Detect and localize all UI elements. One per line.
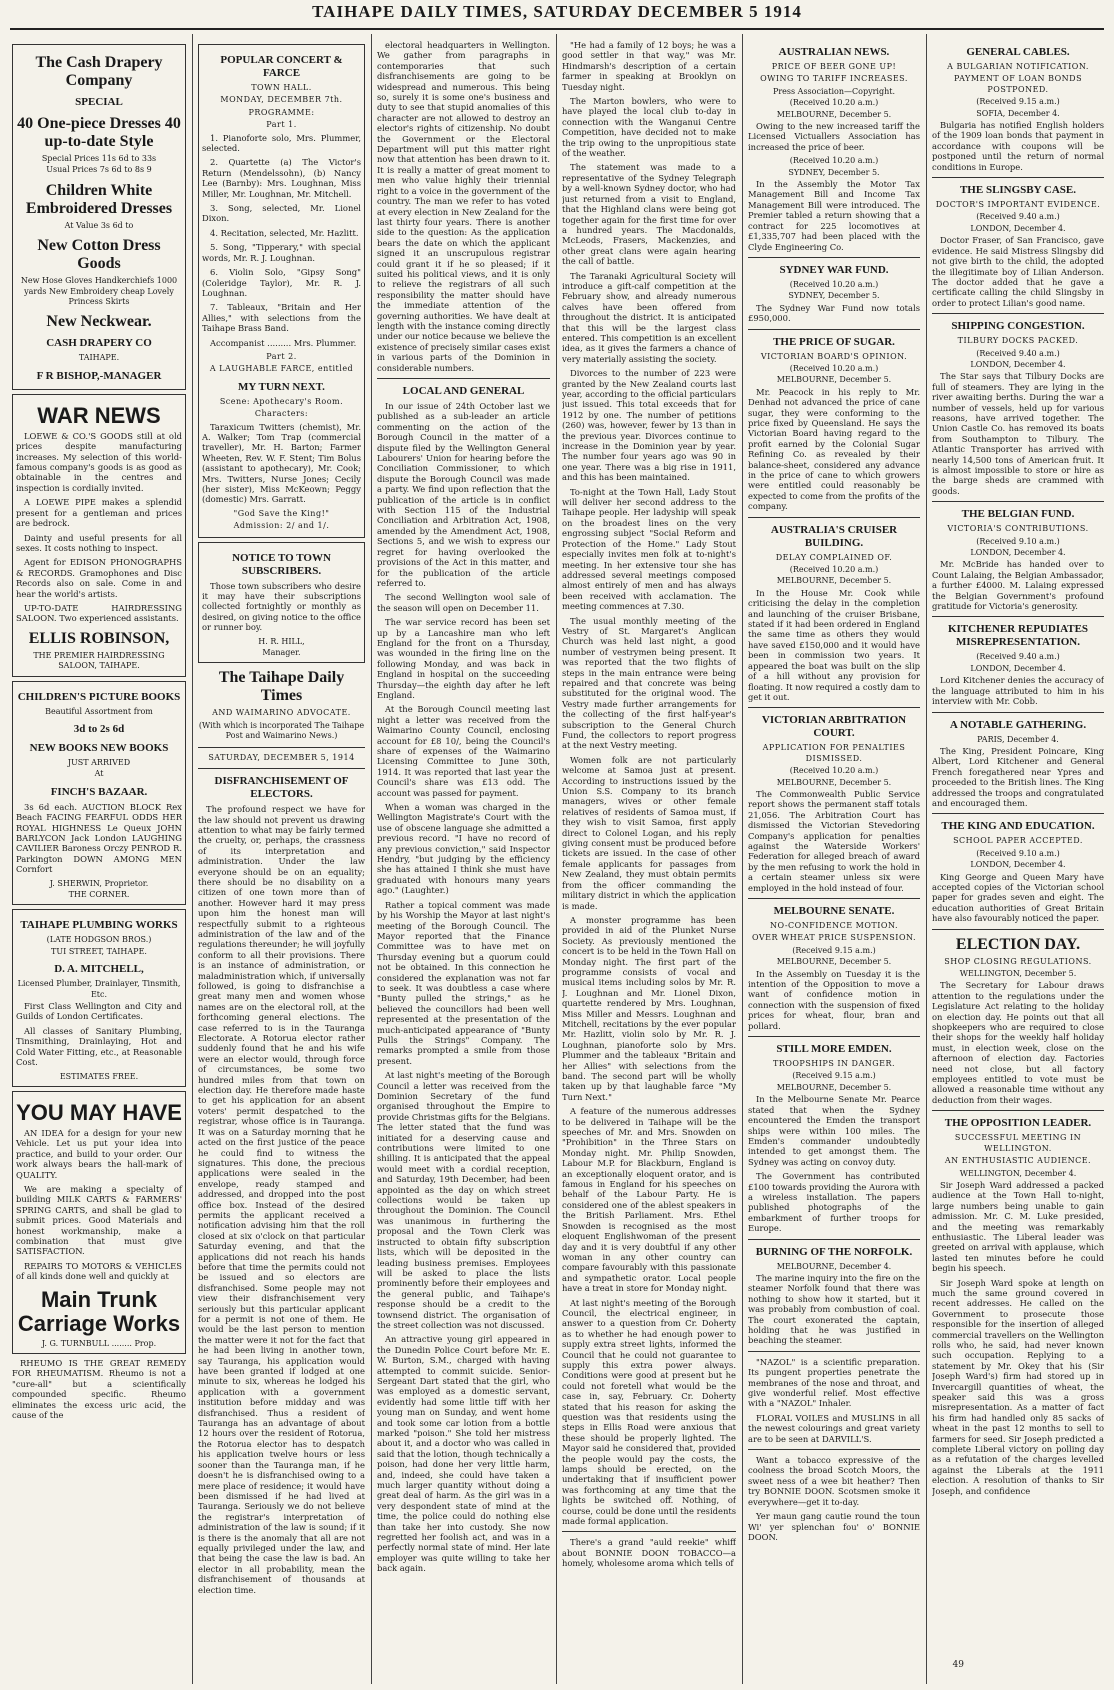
cable-text: Bulgaria has notified English holders of the 1909 loan bonds that payment in accordance with coupons will be postponed until the return of normal conditions in Europe. <box>932 120 1104 172</box>
ad-main-trunk: Main Trunk Carriage Works <box>17 1286 181 1336</box>
concert-part2: Part 2. <box>266 351 297 361</box>
sub-heading: SCHOOL PAPER ACCEPTED. <box>953 836 1083 846</box>
article-paragraph: The Marton bowlers, who were to have played the local club to-day in connection with the Wanganui Centre Competition, have decided not to make the trip owing to the unpropitious state of the weather. <box>562 96 736 159</box>
divider <box>932 616 1104 617</box>
received: (Received 10.20 a.m.) <box>789 363 879 373</box>
ad-paragraph: Yer maun gang cautie round the toun Wi' yer splenchan fou' o' BONNIE DOON. <box>748 1511 920 1542</box>
received: (Received 9.40 a.m.) <box>976 348 1060 358</box>
sub-heading: OWING TO TARIFF INCREASES. <box>760 74 908 84</box>
ad-cotton-dress: New Cotton Dress Goods <box>37 237 161 273</box>
admission: Admission: 2/ and 1/. <box>233 521 330 531</box>
divider <box>748 898 920 899</box>
sub-heading: VICTORIA'S CONTRIBUTIONS. <box>947 524 1089 534</box>
ad-town: TAIHAPE. <box>78 353 120 363</box>
ad-new-books: NEW BOOKS NEW BOOKS <box>29 741 169 754</box>
notice-title: NOTICE TO TOWN SUBSCRIBERS. <box>232 551 331 577</box>
paper-subtitle: AND WAIMARINO ADVOCATE. <box>212 708 351 718</box>
sub-heading: DELAY COMPLAINED OF. <box>775 552 893 562</box>
dateline: MELBOURNE, December 5. <box>776 375 892 385</box>
article-paragraph: The statement was made to a representative of the Sydney Telegraph by a well-known Sydney doctor, who had just returned from a visit to England, that the Highland clans were being got together again for the first time for over a hundred years. The Macdonalds, McLeods, Frasers, Mackenzies, and other great clans were again hearing the call of battle. <box>562 162 736 267</box>
notice-text: Those town subscribers who desire it may have their subscriptions collected fortnightly or monthly as desired, on giving notice to the office or runner boy. <box>202 580 361 633</box>
cable-text: The Commonwealth Public Service report shows the permanent staff totals 21,056. The Arbitration Court has dismissed the Victorian Stevedoring Company's application for penalties against the Waterside Workers' Federation for alleged breach of award by the men refusing to work the hold in a certain steamer unless six were employed in the hold instead of four. <box>748 788 920 893</box>
article-paragraph: There's a grand "auld reekie" whiff about BONNIE DOON TOBACCO—a homely, wholesome aroma which tells of <box>562 1537 736 1569</box>
ad-mitchell: D. A. MITCHELL, <box>54 963 144 976</box>
ad-children-white: Children White Embroidered Dresses <box>25 181 173 217</box>
article-paragraph: A monster programme has been provided in aid of the Plunket Nurse Society. As previously mentioned the concert is to be held in the Town Hall on Monday night. The first part of the programme consists of vocal and musical items including solos by Mr. R. J. Loughnan and Mr. Lionel Dixon, quartette rendered by Mrs. Loughnan, Miss Miller and Messrs. Loughnan and Mitchell, recitations by the ever popular Mr. Hazlitt, violin solo by Mr. R. J. Loughnan, pianoforte solo by Mrs. Plummer and the tableaux "Britain and her Allies" with selections from the band. The second part will be wholly taken up by that laughable farce "My Turn Next." <box>562 914 736 1102</box>
masthead: TAIHAPE DAILY TIMES, SATURDAY DECEMBER 5 1914 <box>312 2 802 21</box>
ad-hose: New Hose Gloves Handkerchiefs 1000 yards New Embroidery cheap Lovely Princess Skirts <box>20 276 178 307</box>
article-paragraph: At last night's meeting of the Borough Council, the electrical engineer, in answer to a question from Cr. Doherty as to whether he had enough power to supply extra street lights, informed the Council that he could not guarantee to supply this extra power always. Conditions were good at present but he could not foretell what would be the case in, say, February. Cr. Doherty stated that his reason for asking the question was that residents using the steps in Ellis Road were anxious that these should be properly lighted. The Mayor said he considered that, provided the people would pay the costs, the lamps should be erected, on the undertaking that if insufficient power was forthcoming at any time that the lights be switched off. Nothing, of course, could be done until the residents made formal application. <box>562 1297 736 1527</box>
column-local-news <box>562 40 736 1685</box>
section-heading: KITCHENER REPUDIATES MISREPRESENTATION. <box>947 623 1089 649</box>
ad-paragraph: First Class Wellington and City and Guilds of London Certificates. <box>16 1001 182 1022</box>
dateline: MELBOURNE, December 4. <box>776 1261 892 1271</box>
column-concert-editorial <box>198 40 365 1685</box>
ad-paragraph: REPAIRS TO MOTORS & VEHICLES of all kinds done well and quickly at <box>16 1260 182 1282</box>
sub-heading: NO-CONFIDENCE MOTION. <box>769 921 899 930</box>
cable-text: Sir Joseph Ward spoke at length on much the same ground covered in recent addresses. He called on the Government to prosecute those responsible for the insertion of alleged commercial travellers on the Wellington rolls who, he said, had never known such occupation. Replying to a statement by Mr. Okey that his (Sir Joseph Ward's) firm had stored up in Invercargill quantities of wheat, the speaker said this was a gross misrepresentation. As a matter of fact his firm had handled only 85 sacks of wheat in the past 12 months to sell to farmers for seed. Sir Joseph predicted a complete Liberal victory on polling day as a refutation of the charges levelled against the Liberals at the 1911 election. A resolution of thanks to Sir Joseph, and confidence <box>932 1277 1104 1496</box>
section-heading: THE PRICE OF SUGAR. <box>773 335 895 348</box>
dateline: LONDON, December 4. <box>970 860 1066 870</box>
sub-heading: APPLICATION FOR PENALTIES DISMISSED. <box>762 743 906 763</box>
concert-title: POPULAR CONCERT & FARCE <box>220 54 343 79</box>
editorial-date: SATURDAY, DECEMBER 5, 1914 <box>208 752 355 762</box>
dateline: WELLINGTON, December 4. <box>959 1168 1077 1178</box>
cable-text: The Secretary for Labour draws attention to the regulations under the Legislature Act relating to the holiday on election day. He points out that all shopkeepers who are required to close their shops for the weekly half holiday must, in election week, close on the afternoon of election day. Factories need not close, but all factory employees entitled to vote must be allowed a reasonable time without any deduction from their wages. <box>932 980 1104 1105</box>
ad-at: At <box>94 769 104 779</box>
sub-heading: AN ENTHUSIASTIC AUDIENCE. <box>944 1156 1092 1166</box>
divider <box>932 813 1104 814</box>
ad-paragraph: Dainty and useful presents for all sexes. It costs nothing to inspect. <box>16 532 182 553</box>
dateline: WELLINGTON, December 5. <box>959 969 1077 978</box>
cable-text: The Star says that Tilbury Docks are full of steamers. They are lying in the river awaiting berths. During the war a number of vessels, held up for various reasons, have arrived together. The Union Castle Co. has removed its boats from Southampton to Tilbury. The Atlantic Transporter has arrived with nearly 14,500 tons of American fruit. It is almost impossible to store or hire as the barge sheds are crammed with goods. <box>932 371 1104 496</box>
dateline: LONDON, December 4. <box>970 663 1066 673</box>
ad-plumbing: TAIHAPE PLUMBING WORKS <box>20 919 178 932</box>
ad-ellis: ELLIS ROBINSON, <box>28 629 170 647</box>
cable-text: In the Assembly on Tuesday it is the intention of the Opposition to move a want of confidence motion in connection with the suspension of fixed prices for wheat, flour, bran and pollard. <box>748 968 920 1031</box>
article-paragraph: A feature of the numerous addresses to be delivered in Taihape will be the speeches of Mr. and Mrs. Snowden on "Prohibition" in the Three Stars on Monday night. Mr. Philip Snowden, Labour M.P. for Blackburn, England is an exceptionally eloquent orator, and is famous in England for his speeches on behalf of the Labour Party. He is considered one of the ablest speakers in the British Parliament. Mrs. Ethel Snowden is recognised as the most eloquent Englishwoman of the present day and it is very doubtful if any other woman in any other country can compare favourably with this passionate and sympathetic orator. Local people have a treat in store for Monday night. <box>562 1106 736 1294</box>
received: (Received 9.40 a.m.) <box>976 212 1060 222</box>
column-divider <box>926 34 927 1684</box>
sub-heading: SUCCESSFUL MEETING IN WELLINGTON. <box>954 1133 1082 1153</box>
god-save: "God Save the King!" <box>233 508 330 518</box>
section-heading: THE KING AND EDUCATION. <box>941 820 1095 833</box>
received: (Received 10.20 a.m.) <box>789 766 879 776</box>
column-local-general <box>377 40 550 1685</box>
ad-paragraph: "NAZOL" is a scientific preparation. Its pungent properties penetrate the membranes of the nose and throat, and give wonderful relief. Most effective with a "NAZOL" Inhaler. <box>748 1356 920 1409</box>
dateline: MELBOURNE, December 5. <box>776 777 892 787</box>
divider <box>377 378 550 379</box>
ad-special: SPECIAL <box>75 96 123 108</box>
programme-item: 4. Recitation, selected, Mr. Hazlitt. <box>210 227 359 238</box>
ad-value: At Value 3s 6d to <box>64 220 134 230</box>
article-paragraph: The usual monthly meeting of the Vestry of St. Margaret's Anglican Church was held last night, a good number of vestrymen being present. It was reported that the two flights of steps in the main entrance were being repaired and that concrete was being substituted for the original wood. The Vestry made further arrangements for the collecting of the first half-year's subscription to the General Church Fund, the collectors to report progress at the next Vestry meeting. <box>562 615 736 751</box>
article-paragraph: At last night's meeting of the Borough Council a letter was received from the Dominion Secretary of the fund organised throughout the Empire to provide Christmas gifts for the Belgians. The letter stated that the fund was initiated for a deserving cause and contributions were limited to one shilling. It is anticipated that the appeal would meet with a cordial reception, and Saturday, 19th December, had been appointed as the day on which street collections would be taken up throughout the Dominion. The Council was unanimous in furthering the proposal and the Town Clerk was instructed to obtain fifty subscription lists, which will be deposited in the leading business premises. Employees will be asked to place the lists prominently before their employees and the general public, and Taihape's response should be a credit to the townsend district. The organisation of the street collection was not discussed. <box>377 1070 550 1330</box>
ad-paragraph: All classes of Sanitary Plumbing, Tinsmithing, Drainlaying, Hot and Cold Water Fitting, etc., at Reasonable Cost. <box>16 1025 182 1068</box>
cable-text: Doctor Fraser, of San Francisco, gave evidence. He said Mistress Slingsby did not give birth to the child, the adopted the illegitimate boy of Lilian Anderson. The doctor added that he gave a certificate calling the child Slingsby in order to protect Lilian's good name. <box>932 235 1104 308</box>
dateline: SOFIA, December 4. <box>976 108 1060 118</box>
column-divider <box>371 34 372 1684</box>
cash-drapery-ad <box>12 44 186 390</box>
ad-paragraph: AN IDEA for a design for your new Vehicle. Let us put your idea into practice, and build to your order. Our work always bears the hall-mark of QUALITY. <box>16 1127 182 1180</box>
dateline: LONDON, December 4. <box>970 223 1066 233</box>
divider <box>932 501 1104 502</box>
sub-heading: OVER WHEAT PRICE SUSPENSION. <box>751 933 917 943</box>
cable-text: In the House Mr. Cook while criticising the delay in the completion and launching of the cruiser Brisbane, stated if it had been ordered in England the same time as others they would have saved £150,000 and it would have been in commission two years. It appeared the boat was built on the slip of a hill without any provision for floating. It now required a costly dam to get it out. <box>748 587 920 702</box>
received: (Received 10.20 a.m.) <box>789 565 879 575</box>
article-paragraph: The second Wellington wool sale of the season will open on December 11. <box>377 592 550 613</box>
ad-late-hodgson: (LATE HODGSON BROS.) <box>46 935 152 945</box>
section-heading: GENERAL CABLES. <box>966 46 1070 58</box>
ad-tui-street: TUI STREET, TAIHAPE. <box>51 946 147 956</box>
received: (Received 10.20 a.m.) <box>789 156 879 166</box>
cable-text: In the Melbourne Senate Mr. Pearce stated that when the Sydney encountered the Emden the transport ships were within 100 miles. The Emden's commander undoubtedly intended to get amongst them. The Sydney was acting on convoy duty. <box>748 1094 920 1167</box>
column-australian-news <box>748 40 920 1685</box>
ad-books-list: 3s 6d each. AUCTION BLOCK Rex Beach FACING FEARFUL ODDS HER ROYAL HIGHNESS Le Queux JOHN BARLYCON Jack London LAUGHING CAVILIER Baroness Orczy PENROD R. Parkington DOWN AMONG MEN Cornfort <box>16 801 182 875</box>
dateline: MELBOURNE, December 5. <box>776 957 892 967</box>
farce-characters: Characters: <box>254 409 309 419</box>
cable-text: The Sydney War Fund now totals £950,000. <box>748 302 920 324</box>
farce-title: MY TURN NEXT. <box>238 380 325 393</box>
programme-item: 5. Song, "Tipperary," with special words, Mr. R. J. Loughnan. <box>202 242 361 263</box>
dateline: MELBOURNE, December 5. <box>776 1082 892 1092</box>
sub-heading: PAYMENT OF LOAN BONDS POSTPONED. <box>953 74 1083 94</box>
cable-text: The King, President Poincare, King Albert, Lord Kitchener and General French foregathered near Ypres and proceeded to the British lines. The King addressed the troops and congratulated and encouraged them. <box>932 745 1104 808</box>
column-general-cables <box>932 40 1104 1685</box>
article-paragraph: electoral headquarters in Wellington. We gather from paragraphs in contemporaries that such disfranchisements are going to be widespread and numerous. This being so, surely it is some one's business and duty to see that stupid anomalies of this character are not allowed to destroy an elector's rights of citizenship. No doubt the Government or the Electoral Department will put this matter right now that attention has been drawn to it. It is really a matter of great moment to men who value highly their triennial right to a voice in the government of the country. The man we refer to has voted at every election in New Zealand for the last thirty four years. There is another side to the question: As the application bears the date on which the applicant signed it an unscrupulous registrar could grant it if he so pleased; if it suited his political views, and it is only to relieve the registrars of all such responsibility the matter should have the immediate attention of the governing authorities. We have dealt at length with the instance coming directly under our notice because we believe the existence of precisely similar cases exist in various parts of the Dominion in considerable numbers. <box>377 40 550 373</box>
sub-heading: PRICE OF BEER GONE UP! <box>771 62 897 71</box>
article-paragraph: Rather a topical comment was made by his Worship the Mayor at last night's meeting of the Borough Council. The Mayor reported that the Finance Committee was to have met on Thursday evening but a quorum could not be obtained. In this connection he considered the explanation was not far to seek. It was doubtless a case where "Bunty pulled the strings," as he believed the councillors had been well represented at the presentation of the much-anticipated appearance of "Bunty Pulls the Strings" Company. The remarks prompted a smile from those present. <box>377 899 550 1066</box>
divider <box>932 929 1104 930</box>
received: (Received 9.15 a.m.) <box>792 945 876 955</box>
notice-box <box>198 542 365 664</box>
farce-scene: Scene: Apothecary's Room. <box>219 396 344 406</box>
section-heading: THE BELGIAN FUND. <box>961 508 1075 521</box>
divider <box>748 517 920 518</box>
cable-text: Sir Joseph Ward addressed a packed audience at the Town Hall to-night, large numbers being unable to gain admission. Mr. C. M. Luke presided, and the meeting was remarkably enthusiastic. The Liberal leader was greeted on arrival with applause, which lasted ten minutes before he could begin his speech. <box>932 1179 1104 1274</box>
received: (Received 10.20 a.m.) <box>789 279 879 289</box>
section-heading: A NOTABLE GATHERING. <box>949 718 1087 731</box>
ad-war-news: WAR NEWS <box>37 402 161 428</box>
concert-venue: TOWN HALL. <box>251 83 312 92</box>
programme-item: 2. Quartette (a) The Victor's Return (Mendelssohn), (b) Nancy Lee (Barnby): Mrs. Loughnan, Miss Miller, Mr. Loughnan, Mr. Mitchell. <box>202 157 361 199</box>
article-paragraph: At the Borough Council meeting last night a letter was received from the Waimarino County Council, enclosing account for £8 10/, being the Council's share of expenses of the Waimarino Licensing Committee to June 30th, 1914. It was reported that last year the Council's share was £13 odd. The account was passed for payment. <box>377 704 550 798</box>
programme-item: 1. Pianoforte solo, Mrs. Plummer, selected. <box>202 132 361 154</box>
carriage-works-ad <box>12 1091 186 1354</box>
sub-heading: DOCTOR'S IMPORTANT EVIDENCE. <box>935 200 1101 210</box>
column-divider <box>556 34 557 1684</box>
received: (Received 10.20 a.m.) <box>789 98 879 108</box>
ad-company: CASH DRAPERY CO <box>46 337 152 350</box>
divider <box>932 1110 1104 1111</box>
paper-incorporated: (With which is incorporated The Taihape Post and Waimarino News.) <box>198 720 365 741</box>
dateline: MELBOURNE, December 5. <box>776 109 892 119</box>
cable-text: Mr. McBride has handed over to Count Lalaing, the Belgian Ambassador, a further £4000. M. Lalaing expressed the Belgian Government's profound gratitude for Victoria's generosity. <box>932 559 1104 612</box>
divider <box>198 747 365 748</box>
ad-special-prices: Special Prices 11s 6d to 33s <box>41 154 157 163</box>
ad-paragraph: FLORAL VOILES and MUSLINS in all the newest colourings and great variety are to be seen at DARVILL'S. <box>748 1412 920 1444</box>
article-paragraph: Women folk are not particularly welcome at Samoa just at present. According to instructions issued by the Union S.S. Company to its branch managers, wives or other female relatives of residents of Samoa must, if they wish to visit Samoa, first apply direct to Colonel Logan, and his reply giving consent must be produced before tickets are issued. In the case of other female applicants for passages from New Zealand, they must obtain permits from the officer commanding the military district in which the application is made. <box>562 754 736 911</box>
editorial-body: The profound respect we have for the law should not prevent us drawing attention to what may be fairly termed the cruelty, or, perhaps, the crassness of its interpretation and administration. Under the law everyone should be on an equality; there should be no disability on a citizen of one town more than of another. However hard it may press upon him the honest man will respectfully submit to a righteous administration of the law and of the regulations thereunder; he will joyfully conform to all their provisions. There is an instance of administration, or maladministration which, if universally followed, is going to disfranchise a great many men and women whose names are on the electoral roll, at the forthcoming general elections. The case referred to is in the Tauranga Electorate. A Rotorua elector rather suddenly found that he and his wife were an elector would, through force of circumstances, be some two hundred miles from that town on election day. He therefore made haste to get his application for an absent voters' permit despatched to the registrar, whose office is in Tauranga. It was on a Saturday morning that he acted on the first justice of the peace he could find to witness the signatures. This done, the precious applications were sealed in the envelope, ready stamped and addressed, and dropped into the post office box. Instead of the desired permits the applicant received a notification advising him that the roll closed at six o'clock on that particular Saturday evening, and that the applications did not reach his hands before that time the permits could not be issued and so electors are disfranchised. Some people may not view their disfranchisement very seriously but this particular applicant for a permit is not one of them. He would be the last person to mention the matter were it not for the fact that he had been living in another town, say Tauranga, his application would have been granted if lodged at one minute to six, whereas he lodged his application with a government institution before midday and was disfranchised. Thus a resident of Tauranga has an advantage of about 12 hours over the resident of Rotorua, the Rotorua elector has to despatch his application twelve hours or less sooner than the Tauranga man, if he doesn't he is disfranchised owing to a mere place of residence; it would have been dismissed if he had lived at Tauranga. Seriously we do not believe the registrar's interpretation of administration of the law is sound; if it is there is the anomaly that all are not equally privileged under the law, and that being the case the law is bad. An elector in all probability, mean the disfranchisement of thousands at election time. <box>198 804 365 1595</box>
ad-sherwin: J. SHERWIN, Proprietor. <box>49 878 149 888</box>
dateline: SYDNEY, December 5. <box>788 291 880 301</box>
ad-manager: F R BISHOP,-MANAGER <box>36 369 162 382</box>
dateline: SYDNEY, December 5. <box>788 167 880 177</box>
column-divider <box>742 34 743 1684</box>
local-heading: LOCAL AND GENERAL <box>402 385 525 397</box>
ad-corner: THE CORNER. <box>68 890 130 900</box>
cable-text: The Government has contributed £100 towards providing the Aurora with a wireless installation. The papers published photographs of the embarkment of further troops for Europe. <box>748 1171 920 1234</box>
ad-paragraph: LOEWE & CO.'S GOODS still at old prices despite manufacturing increases. My selection of this world-famous company's goods is as good as obtainable in the centres and inspection is cordially invited. <box>16 430 182 493</box>
ad-beautiful: Beautiful Assortment from <box>45 706 153 716</box>
masthead-rule <box>10 28 1104 30</box>
section-heading: ELECTION DAY. <box>955 935 1081 953</box>
article-paragraph: The Taranaki Agricultural Society will introduce a gift-calf competition at the February show, and already numerous calves have been offered from throughout the district. It is anticipated that this will be the largest class entered. This competition is an excellent idea, as it gives the farmers a chance of very materially assisting the society. <box>562 270 736 364</box>
article-paragraph: When a woman was charged in the Wellington Magistrate's Court with the use of obscene language she admitted a previous record. "I have no record of any previous conviction," said Inspector Hendry, "but judging by the efficiency she has attained I think she must have graduated with honours many years ago." (Laughter.) <box>377 802 550 896</box>
concert-date: MONDAY, DECEMBER 7th. <box>220 95 343 105</box>
article-paragraph: Divorces to the number of 223 were granted by the New Zealand courts last year, according to the official particulars just issued. This total exceeds that for 1912 by one. The number of petitions (260) was, however, fewer by 13 than in the previous year. Divorces continue to increase in the Dominion year by year. The number four years ago was 90 in one year. There was a big rise in 1911, and this has been maintained. <box>562 368 736 483</box>
divider <box>748 1036 920 1037</box>
divider <box>748 329 920 330</box>
column-divider <box>192 34 193 1684</box>
divider <box>748 1351 920 1352</box>
dateline: LONDON, December 4. <box>970 359 1066 369</box>
column-advertisements <box>12 40 186 1685</box>
concert-ad <box>198 44 365 538</box>
paper-title: The Taihape Daily Times <box>218 669 345 705</box>
received: (Received 9.15 a.m.) <box>976 97 1060 107</box>
farce-intro: A LAUGHABLE FARCE, entitled <box>209 364 354 374</box>
cable-text: Lord Kitchener denies the accuracy of the language attributed to him in his interview with Mr. Cobb. <box>932 675 1104 707</box>
programme-item: 7. Tableaux, "Britain and Her Allies," with selections from the Taihape Brass Band. <box>202 302 361 334</box>
programme-item: 3. Song, selected, Mr. Lionel Dixon. <box>202 203 361 224</box>
ad-paragraph: We are making a specialty of building MILK CARTS & FARMERS' SPRING CARTS, and shall be glad to submit prices. Good Materials and honest workmanship, make a combination that must give SATISFACTION. <box>16 1183 182 1257</box>
sub-heading: TILBURY DOCKS PACKED. <box>957 336 1079 346</box>
ad-turnbull: J. G. TURNBULL ........ Prop. <box>41 1338 157 1348</box>
cable-text: In the Assembly the Motor Tax Management Bill and Income Tax Management Bill were introduced. The Premier tabled a return showing that a contract for 225 locomotives at £1,335,707 had been placed with the Clyde Engineering Co. <box>748 179 920 252</box>
article-paragraph: In our issue of 24th October last we published as a sub-leader an article commenting on the action of the Borough Council in the matter of a dispute filed by the Wellington General Labourers' Union for hearing before the Conciliation Commissioner, to which dispute the Borough Council was made a party. We find upon reflection that the publication of the article is in conflict with Section 115 of the Industrial Conciliation and Arbitration Act, 1908, amended by the Amendment Act, 1908, Sections 5, and we wish to express our regret for having overlooked the provisions of the Act in this matter, and for the publication of the article referred to. <box>377 401 550 588</box>
ad-premier: THE PREMIER HAIRDRESSING SALOON, TAIHAPE. <box>33 650 165 671</box>
section-heading: SHIPPING CONGESTION. <box>951 320 1085 333</box>
divider <box>748 257 920 258</box>
page-number: 49 <box>952 1660 964 1670</box>
cable-text: The marine inquiry into the fire on the steamer Norfolk found that there was nothing to show how it started, but it was probably from combustion of coal. The court exonerated the captain, holding that he was justified in beaching the steamer. <box>748 1272 920 1346</box>
ad-paragraph: A LOEWE PIPE makes a splendid present for a gentleman and prices are bedrock. <box>16 497 182 529</box>
ad-estimates: ESTIMATES FREE. <box>59 1071 139 1081</box>
divider <box>562 1531 736 1532</box>
ad-price-range: 3d to 2s 6d <box>73 722 125 735</box>
ad-just-arrived: JUST ARRIVED <box>67 757 131 767</box>
ad-paragraph: UP-TO-DATE HAIRDRESSING SALOON. Two experienced assistants. <box>16 602 182 624</box>
notice-signature: H. R. HILL, <box>258 636 305 646</box>
notice-manager: Manager. <box>262 648 301 658</box>
concert-programme: PROGRAMME: <box>248 107 315 117</box>
section-heading: MELBOURNE SENATE. <box>773 905 895 917</box>
cable-text: King George and Queen Mary have accepted copies of the Victorian school paper for grades seven and eight. The education authorities of Great Britain have also favourably noticed the paper. <box>932 871 1104 924</box>
finch-bazaar-ad <box>12 681 186 906</box>
sub-heading: A BULGARIAN NOTIFICATION. <box>947 62 1089 71</box>
accompanist: Accompanist ......... Mrs. Plummer. <box>210 337 357 348</box>
article-paragraph: "He had a family of 12 boys; he was a good settler in that way," was Mr. Hindmarsh's description of a certain farmer in speaking at Brooklyn on Tuesday night. <box>562 40 736 92</box>
ad-paragraph: Want a tobacco expressive of the coolness the broad Scotch Moors, the sweet ness of a wee bit heather? Then try BONNIE DOON. Scotsmen smoke it everywhere—get it to-day. <box>748 1455 920 1507</box>
dateline: PARIS, December 4. <box>977 734 1059 744</box>
programme-item: 6. Violin Solo, "Gipsy Song" (Coleridge Taylor), Mr. R. J. Loughnan. <box>202 267 361 298</box>
ad-dresses: 40 One-piece Dresses 40 up-to-date Style <box>17 115 181 150</box>
farce-cast: Taraxicum Twitters (chemist), Mr. A. Walker; Tom Trap (commercial traveller), Mr. H. Barton; Farmer Wheeten, Rev. W. F. Stent; Tim Bolus (assistant to apothecary), Mr. Cook; Mrs. Twitters, Nurse Jones; Cecily (her sister), Miss McKeown; Peggy (domestic) Mrs. Garratt. <box>202 421 361 505</box>
received: (Received 9.10 a.m.) <box>976 536 1060 546</box>
divider <box>932 313 1104 314</box>
section-heading: VICTORIAN ARBITRATION COURT. <box>761 714 907 740</box>
war-news-ad <box>12 394 186 677</box>
section-heading: BURNING OF THE NORFOLK. <box>755 1245 913 1258</box>
editorial-heading: DISFRANCHISEMENT OF ELECTORS. <box>214 775 349 801</box>
copyright: Press Association—Copyright. <box>772 86 896 96</box>
ad-neckwear: New Neckwear. <box>46 313 152 331</box>
divider <box>198 768 365 769</box>
ad-rheumo: RHEUMO IS THE GREAT REMEDY FOR RHEUMATISM. Rheumo is not a "cure-all" but a scientifically compounded specific. Rheumo eliminates the excess uric acid, the cause of the <box>12 1358 186 1421</box>
ad-paragraph: Agent for EDISON PHONOGRAPHS & RECORDS. Gramophones and Disc Records also on sale. Come in and hear the world's artists. <box>16 557 182 599</box>
received: (Received 9.40 a.m.) <box>976 652 1060 662</box>
ad-you-may-have: YOU MAY HAVE <box>16 1099 182 1125</box>
divider <box>932 177 1104 178</box>
article-paragraph: An attractive young girl appeared in the Dunedin Police Court before Mr. E. W. Burton, S.M., charged with having attempted to commit suicide. Senior-Sergeant Dart stated that the girl, who was employed as a domestic servant, evidently had some little tiff with her young man on Sunday, and went home and took some car lotion from a bottle marked "poison." She told her mistress about it, and a doctor who was called in said that the lotion, though technically a poison, had done her very little harm, and, indeed, she could have taken a much larger quantity without doing a great deal of harm. As the girl was in a very despondent state of mind at the time, the police could do nothing else than take her into custody. She now regretted her foolish act, and was in a perfectly normal state of mind. Her late employer was quite willing to take her back again. <box>377 1334 550 1574</box>
ad-usual-prices: Usual Prices 7s 6d to 8s 9 <box>46 165 152 175</box>
sub-heading: TROOPSHIPS IN DANGER. <box>772 1059 896 1069</box>
cable-text: Owing to the new increased tariff the Licensed Victuallers Association has increased the price of beer. <box>748 121 920 152</box>
divider <box>748 707 920 708</box>
section-heading: THE OPPOSITION LEADER. <box>944 1117 1092 1130</box>
ad-licensed: Licensed Plumber, Drainlayer, Tinsmith, Etc. <box>17 979 181 999</box>
ad-finchs: FINCH'S BAZAAR. <box>50 785 148 798</box>
concert-part1: Part 1. <box>266 120 297 130</box>
ad-title: The Cash Drapery Company <box>35 54 163 89</box>
received: (Received 9.15 a.m.) <box>792 1071 876 1081</box>
plumbing-ad <box>12 909 186 1086</box>
section-heading: STILL MORE EMDEN. <box>776 1043 892 1056</box>
dateline: MELBOURNE, December 5. <box>776 576 892 586</box>
article-paragraph: To-night at the Town Hall, Lady Stout will deliver her second address to the Taihape people. Her ladyship will speak on the broadest lines on the very engrossing subject "Social Reform and Protection of the Home." Lady Stout especially invites men folk at to-night's meeting. In her extensive tour she has addressed several meetings composed almost entirely of men and has always been received with acclamation. The meeting commences at 7.30. <box>562 486 736 612</box>
divider <box>748 1449 920 1450</box>
sub-heading: VICTORIAN BOARD'S OPINION. <box>760 351 908 361</box>
ad-childrens-books: CHILDREN'S PICTURE BOOKS <box>17 690 181 703</box>
cable-text: Mr. Peacock in his reply to Mr. Denhad not advanced the price of cane sugar, they were conforming to the price fixed by Queensland. He says the Victorian Board having regard to the profit earned by the Colonial Sugar Refining Co. as revealed by their balance-sheet, considered any advance in the price of cane to which growers were entitled could reasonably be expected to come from the profits of the company. <box>748 386 920 512</box>
divider <box>748 1239 920 1240</box>
sub-heading: SHOP CLOSING REGULATIONS. <box>944 956 1092 966</box>
section-heading: THE SLINGSBY CASE. <box>959 184 1077 197</box>
section-heading: AUSTRALIA'S CRUISER BUILDING. <box>770 523 898 549</box>
dateline: LONDON, December 4. <box>970 548 1066 558</box>
article-paragraph: The war service record has been set up by a Lancashire man who left England for the front on a Thursday, was wounded in the firing line on the following Monday, and was back in England in hospital on the succeeding Thursday—the eighth day after he left England. <box>377 617 550 700</box>
section-heading: AUSTRALIAN NEWS. <box>778 46 890 58</box>
divider <box>932 712 1104 713</box>
received: (Received 9.10 a.m.) <box>976 848 1060 858</box>
section-heading: SYDNEY WAR FUND. <box>779 263 889 276</box>
